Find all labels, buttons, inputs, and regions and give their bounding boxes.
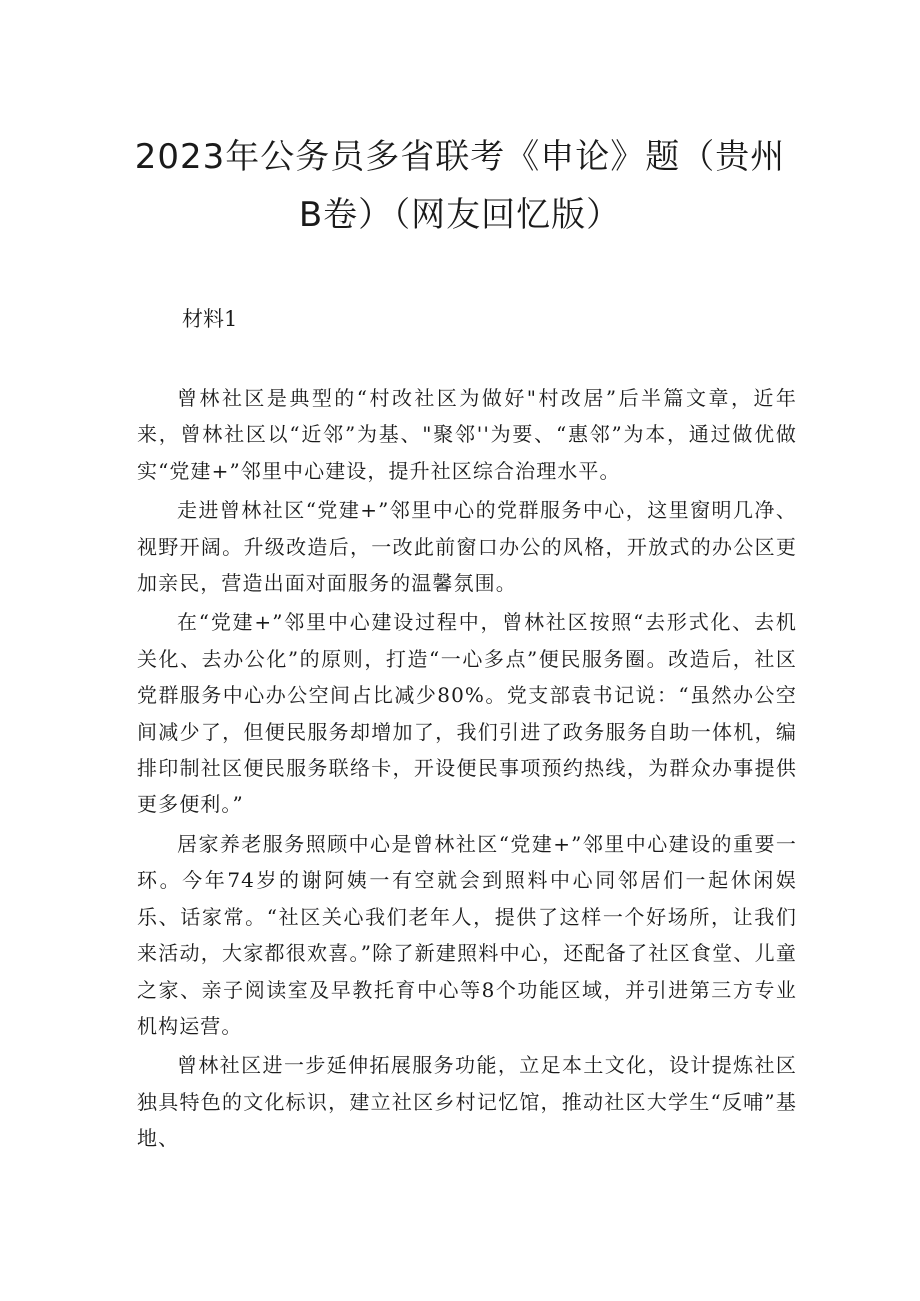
title-line-1: 2023年公务员多省联考《申论》题（贵州 xyxy=(134,137,786,177)
section-heading: 材料1 xyxy=(182,307,238,331)
paragraph-5: 曾林社区进一步延伸拓展服务功能，立足本土文化，设计提炼社区独具特色的文化标识，建立社区乡村记忆馆，推动社区大学生“反哺”基地、 xyxy=(137,1053,797,1151)
paragraph-1: 曾林社区是典型的“村改社区为做好"村改居”后半篇文章，近年来，曾林社区以“近邻”为基、"聚邻''为要、“惠邻”为本，通过做优做实“党建+”邻里中心建设，提升社区综合治理水平。 xyxy=(137,386,797,483)
title-line-2: B卷）（网友回忆版） xyxy=(298,195,622,235)
paragraph-4: 居家养老服务照顾中心是曾林社区“党建+”邻里中心建设的重要一环。今年74岁的谢阿姨一有空就会到照料中心同邻居们一起休闲娱乐、话家常。“社区关心我们老年人，提供了这样一个好场所，让我们来活动，大家都很欢喜。”除了新建照料中心，还配备了社区食堂、儿童之家、亲子阅读室及早教托育中心等8个功能区域，并引进第三方专业机构运营。 xyxy=(137,831,797,1038)
document-title xyxy=(120,128,800,244)
paragraph-2: 走进曾林社区“党建+”邻里中心的党群服务中心，这里窗明几净、视野开阔。升级改造后，一改此前窗口办公的风格，开放式的办公区更加亲民，营造出面对面服务的温馨氛围。 xyxy=(137,498,797,596)
body-text xyxy=(137,380,797,1157)
paragraph-3: 在“党建+”邻里中心建设过程中，曾林社区按照“去形式化、去机关化、去办公化”的原则，打造“一心多点”便民服务圈。改造后，社区党群服务中心办公空间占比减少80%。党支部袁书记说：“虽然办公空间减少了，但便民服务却增加了，我们引进了政务服务自助一体机，编排印制社区便民服务联络卡，开设便民事项预约热线，为群众办事提供更多便利。” xyxy=(137,610,797,817)
